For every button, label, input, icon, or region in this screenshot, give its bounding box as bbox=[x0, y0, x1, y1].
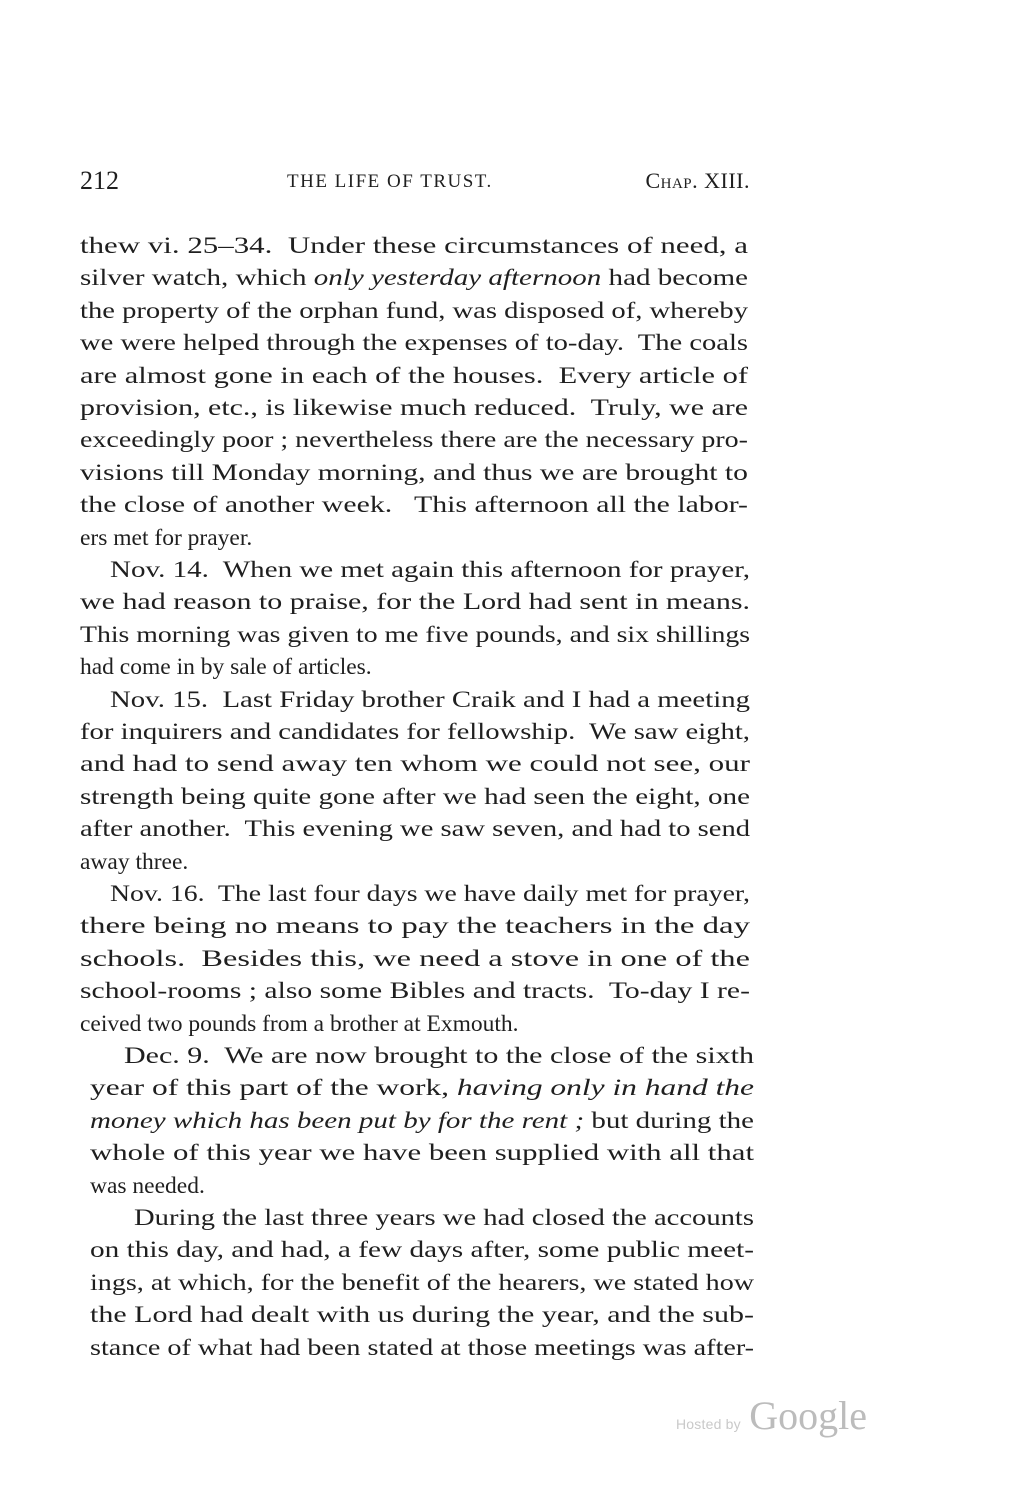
text-line bbox=[80, 586, 750, 618]
text-span: the property of the orphan fund, was disposed of, whereby bbox=[80, 297, 748, 324]
italic-text: having only in hand the bbox=[456, 1075, 755, 1102]
text-span: year of this part of the work, bbox=[90, 1075, 457, 1102]
text-span: was needed. bbox=[90, 1172, 205, 1199]
text-line bbox=[80, 457, 748, 489]
text-line bbox=[80, 781, 750, 813]
text-line bbox=[90, 1234, 754, 1266]
text-line bbox=[110, 878, 750, 910]
text-span: silver watch, which bbox=[80, 265, 314, 292]
text-span: we were helped through the expenses of to-day. The coals bbox=[80, 330, 749, 357]
text-span: During the last three years we had closed the accounts bbox=[134, 1205, 754, 1231]
text-span: after another. This evening we saw seven, and had to send bbox=[80, 816, 751, 843]
text-line bbox=[80, 910, 750, 942]
text-line bbox=[90, 1105, 754, 1137]
text-line bbox=[80, 360, 748, 392]
text-line bbox=[80, 230, 748, 262]
watermark-google: Google bbox=[749, 1393, 868, 1438]
text-line bbox=[80, 392, 748, 424]
text-line bbox=[80, 489, 748, 521]
text-span: ings, at which, for the benefit of the hearers, we stated how bbox=[90, 1269, 755, 1296]
text-span: and had to send away ten whom we could not see, our bbox=[80, 751, 751, 778]
chapter-label: Chap. XIII. bbox=[645, 168, 750, 193]
text-line bbox=[90, 1267, 754, 1299]
text-line bbox=[80, 327, 748, 359]
text-line bbox=[90, 1072, 754, 1104]
running-title: THE LIFE OF TRUST. bbox=[287, 171, 493, 192]
text-span: Nov. 15. Last Friday brother Craik and I had a meeting bbox=[110, 686, 750, 713]
text-span: had come in by sale of articles. bbox=[80, 654, 372, 681]
text-line bbox=[80, 651, 372, 683]
text-span: This morning was given to me five pounds, and six shillings bbox=[80, 621, 751, 648]
text-span: Nov. 14. When we met again this afternoon for prayer, bbox=[110, 557, 751, 583]
text-line bbox=[90, 1299, 754, 1331]
italic-text: only yesterday afternoon bbox=[313, 265, 602, 292]
text-span: the Lord had dealt with us during the year, and the sub- bbox=[90, 1302, 754, 1329]
text-line bbox=[90, 1170, 205, 1202]
text-line bbox=[80, 295, 748, 327]
text-line bbox=[134, 1202, 754, 1234]
text-line bbox=[80, 716, 750, 748]
text-span: schools. Besides this, we need a stove in one of the bbox=[80, 945, 750, 972]
italic-text: money which has been put by for the rent ; bbox=[90, 1107, 585, 1134]
text-span: are almost gone in each of the houses. Every article of bbox=[80, 362, 748, 389]
text-span: there being no means to pay the teachers in the day bbox=[80, 913, 750, 940]
text-span: on this day, and had, a few days after, some public meet- bbox=[90, 1237, 754, 1264]
text-line bbox=[110, 684, 750, 716]
text-span: Dec. 9. We are now brought to the close of the sixth bbox=[124, 1043, 755, 1069]
text-span: we had reason to praise, for the Lord had sent in means. bbox=[80, 589, 751, 616]
text-line bbox=[80, 813, 750, 845]
text-span: provision, etc., is likewise much reduced. Truly, we are bbox=[80, 395, 749, 421]
text-span: ceived two pounds from a brother at Exmouth. bbox=[80, 1010, 519, 1037]
text-span: for inquirers and candidates for fellowship. We saw eight, bbox=[80, 719, 750, 745]
text-span: school-rooms ; also some Bibles and tracts. To-day I re- bbox=[80, 978, 750, 1005]
text-span: strength being quite gone after we had seen the eight, one bbox=[80, 783, 751, 810]
text-span: had become bbox=[601, 265, 748, 292]
text-span: away three. bbox=[80, 848, 189, 875]
text-line bbox=[124, 1040, 754, 1072]
text-line bbox=[90, 1332, 754, 1364]
text-span: thew vi. 25–34. Under these circumstances of need, a bbox=[80, 233, 748, 259]
text-line bbox=[80, 748, 750, 780]
text-line bbox=[80, 522, 252, 554]
text-line bbox=[80, 1008, 519, 1040]
text-span: whole of this year we have been supplied with all that bbox=[90, 1140, 755, 1167]
text-line bbox=[80, 943, 750, 975]
text-line bbox=[80, 975, 750, 1007]
text-span: stance of what had been stated at those meetings was after- bbox=[90, 1334, 755, 1361]
text-line bbox=[80, 846, 188, 878]
text-span: but during the bbox=[584, 1107, 755, 1134]
text-span: Nov. 16. The last four days we have daily met for prayer, bbox=[110, 881, 751, 907]
page-number: 212 bbox=[80, 166, 119, 195]
page-header bbox=[80, 166, 750, 198]
text-span: ers met for prayer. bbox=[80, 524, 253, 551]
watermark-hosted-by: Hosted by bbox=[676, 1416, 741, 1432]
text-line bbox=[80, 619, 750, 651]
text-line bbox=[80, 262, 748, 294]
text-line bbox=[110, 554, 750, 586]
text-span: visions till Monday morning, and thus we are brought to bbox=[80, 459, 748, 486]
text-span: the close of another week. This afternoon all the labor- bbox=[80, 492, 749, 519]
text-span: exceedingly poor ; nevertheless there are the necessary pro- bbox=[80, 427, 748, 454]
text-line bbox=[90, 1137, 754, 1169]
text-line bbox=[80, 424, 748, 456]
hosted-by-google-watermark bbox=[676, 1392, 867, 1439]
